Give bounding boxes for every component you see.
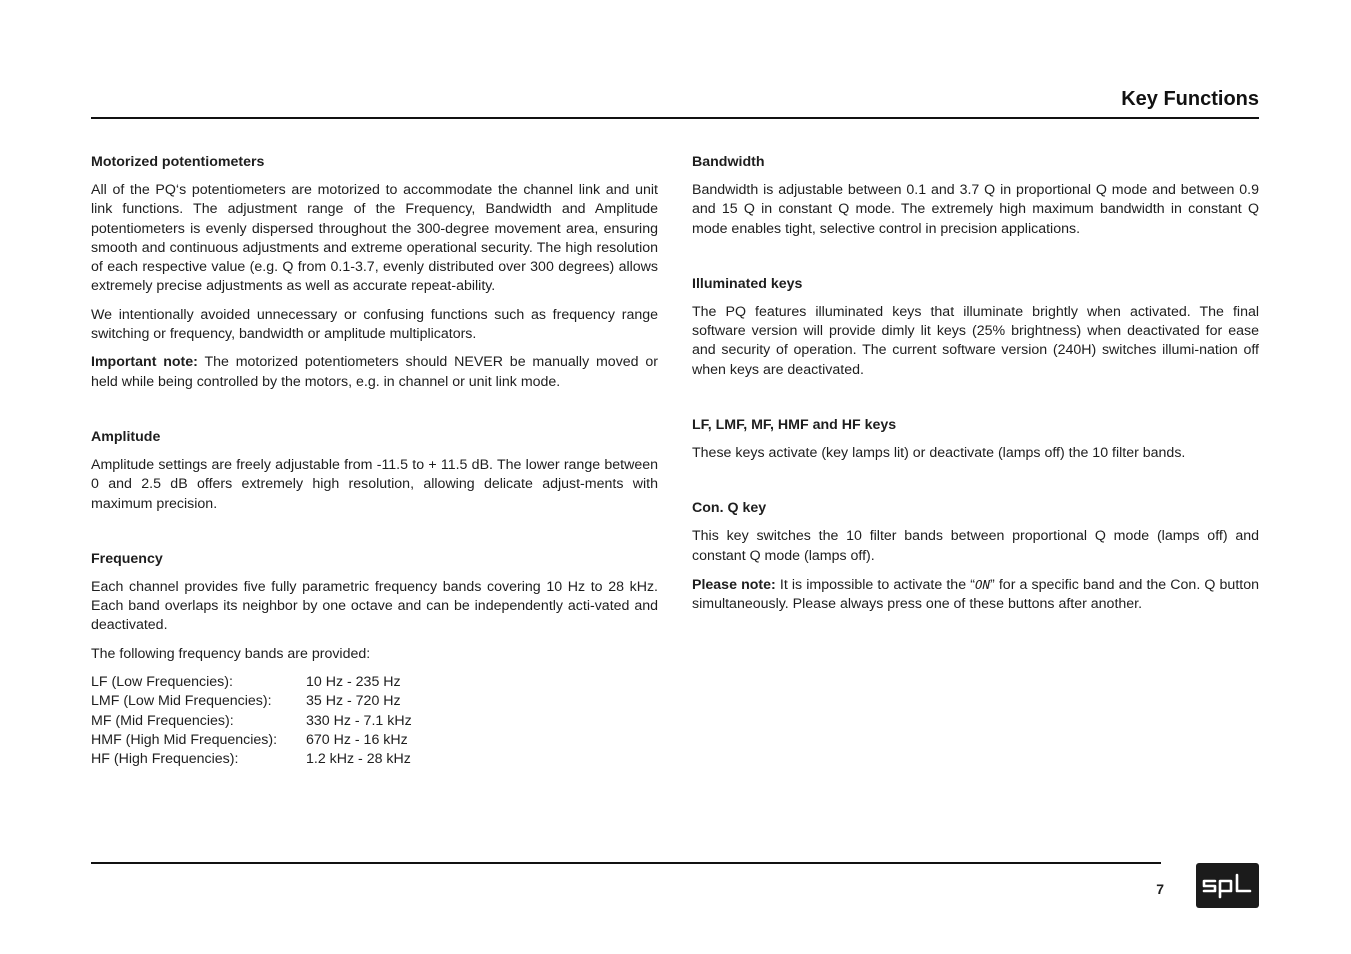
note-text-pre: It is impossible to activate the “ xyxy=(775,576,975,593)
section-heading: Motorized potentiometers xyxy=(91,154,265,170)
section-frequency xyxy=(91,550,658,770)
spl-logo xyxy=(1196,863,1259,908)
on-display-glyph: ON xyxy=(974,576,991,592)
important-note xyxy=(91,353,658,392)
note-label: Important note: xyxy=(91,354,198,371)
section-heading: Con. Q key xyxy=(692,500,767,517)
frequency-band-list xyxy=(91,673,412,769)
list-item xyxy=(91,712,412,731)
paragraph: We intentionally avoided unnecessary or confusing functions such as frequency range switching or frequency, bandwidth or amplitude multiplicators. xyxy=(91,306,658,343)
band-range: 35 Hz - 720 Hz xyxy=(306,693,401,710)
list-item xyxy=(91,750,412,769)
page-number: 7 xyxy=(1156,881,1164,897)
paragraph: This key switches the 10 filter bands between proportional Q mode (lamps off) and constant Q mode (lamps off). xyxy=(692,528,1259,564)
note-text-post: ” for a specific band and the Con. Q button simultaneously. Please always press one of these buttons after another. xyxy=(692,576,1259,613)
paragraph: Amplitude settings are freely adjustable from -11.5 to + 11.5 dB. The lower range between 0 and 2.5 dB offers extremely high resolution, allowing delicate adjust-ments with maximum precision. xyxy=(91,456,658,512)
section-illuminated-keys xyxy=(692,275,1259,380)
section-amplitude xyxy=(91,428,658,514)
list-item xyxy=(91,692,412,711)
band-name: LMF (Low Mid Frequencies): xyxy=(91,693,272,710)
band-name: MF (Mid Frequencies): xyxy=(91,712,234,729)
section-heading: Amplitude xyxy=(91,428,161,445)
section-con-q-key xyxy=(692,499,1259,614)
band-range: 670 Hz - 16 kHz xyxy=(306,731,408,748)
please-note xyxy=(692,575,1259,615)
band-name: LF (Low Frequencies): xyxy=(91,674,233,691)
section-motorized-potentiometers xyxy=(91,153,658,392)
footer-rule xyxy=(91,862,1161,864)
section-band-keys xyxy=(692,416,1259,463)
right-column xyxy=(692,153,1259,624)
paragraph: Each channel provides five fully parametric frequency bands covering 10 Hz to 28 kHz. Each band overlaps its neighbor by one octave and can be independently acti-vated and deactivated. xyxy=(91,578,658,634)
paragraph: The PQ features illuminated keys that illuminate brightly when activated. The final software version will provide dimly lit keys (25% brightness) when deactivated for ease and security of operation. The current software version (240H) switches illumi-nation off when keys are deactivated. xyxy=(692,303,1259,378)
paragraph: The following frequency bands are provided: xyxy=(91,645,371,662)
page-title: Key Functions xyxy=(1121,88,1259,110)
section-bandwidth xyxy=(692,153,1259,239)
band-range: 330 Hz - 7.1 kHz xyxy=(306,712,412,729)
band-name: HMF (High Mid Frequencies): xyxy=(91,731,278,748)
paragraph: These keys activate (key lamps lit) or deactivate (lamps off) the 10 filter bands. xyxy=(692,445,1186,462)
left-column xyxy=(91,153,658,770)
band-name: HF (High Frequencies): xyxy=(91,751,239,768)
band-range: 1.2 kHz - 28 kHz xyxy=(306,751,411,768)
section-heading: Illuminated keys xyxy=(692,275,803,292)
note-label: Please note: xyxy=(692,576,776,593)
section-heading: LF, LMF, MF, HMF and HF keys xyxy=(692,417,897,434)
header-rule xyxy=(91,117,1259,119)
list-item xyxy=(91,731,412,750)
paragraph: Bandwidth is adjustable between 0.1 and 3.7 Q in proportional Q mode and between 0.9 and 15 Q in constant Q mode. The extremely high maximum bandwidth in constant Q mode enables tight, selective control in precision applications. xyxy=(692,182,1259,237)
list-item xyxy=(91,673,412,692)
note-text: The motorized potentiometers should NEVER be manually moved or held while being controlled by the motors, e.g. in channel or unit link mode. xyxy=(91,354,659,390)
section-heading: Bandwidth xyxy=(692,154,765,170)
spl-logo-icon xyxy=(1196,863,1259,908)
section-heading: Frequency xyxy=(91,550,163,567)
band-range: 10 Hz - 235 Hz xyxy=(306,674,401,691)
paragraph: All of the PQ‘s potentiometers are motorized to accommodate the channel link and unit link functions. The adjustment range of the Frequency, Bandwidth and Amplitude potentiometers is evenly dispersed throughout the 300-degree movement area, ensuring smooth and continuous adjustments and extreme operational security. The high resolution of each respective value (e.g. Q from 0.1-3.7, evenly distributed over 300 degrees) allows extremely precise adjustments as well as accurate repeat-ability. xyxy=(91,182,658,295)
